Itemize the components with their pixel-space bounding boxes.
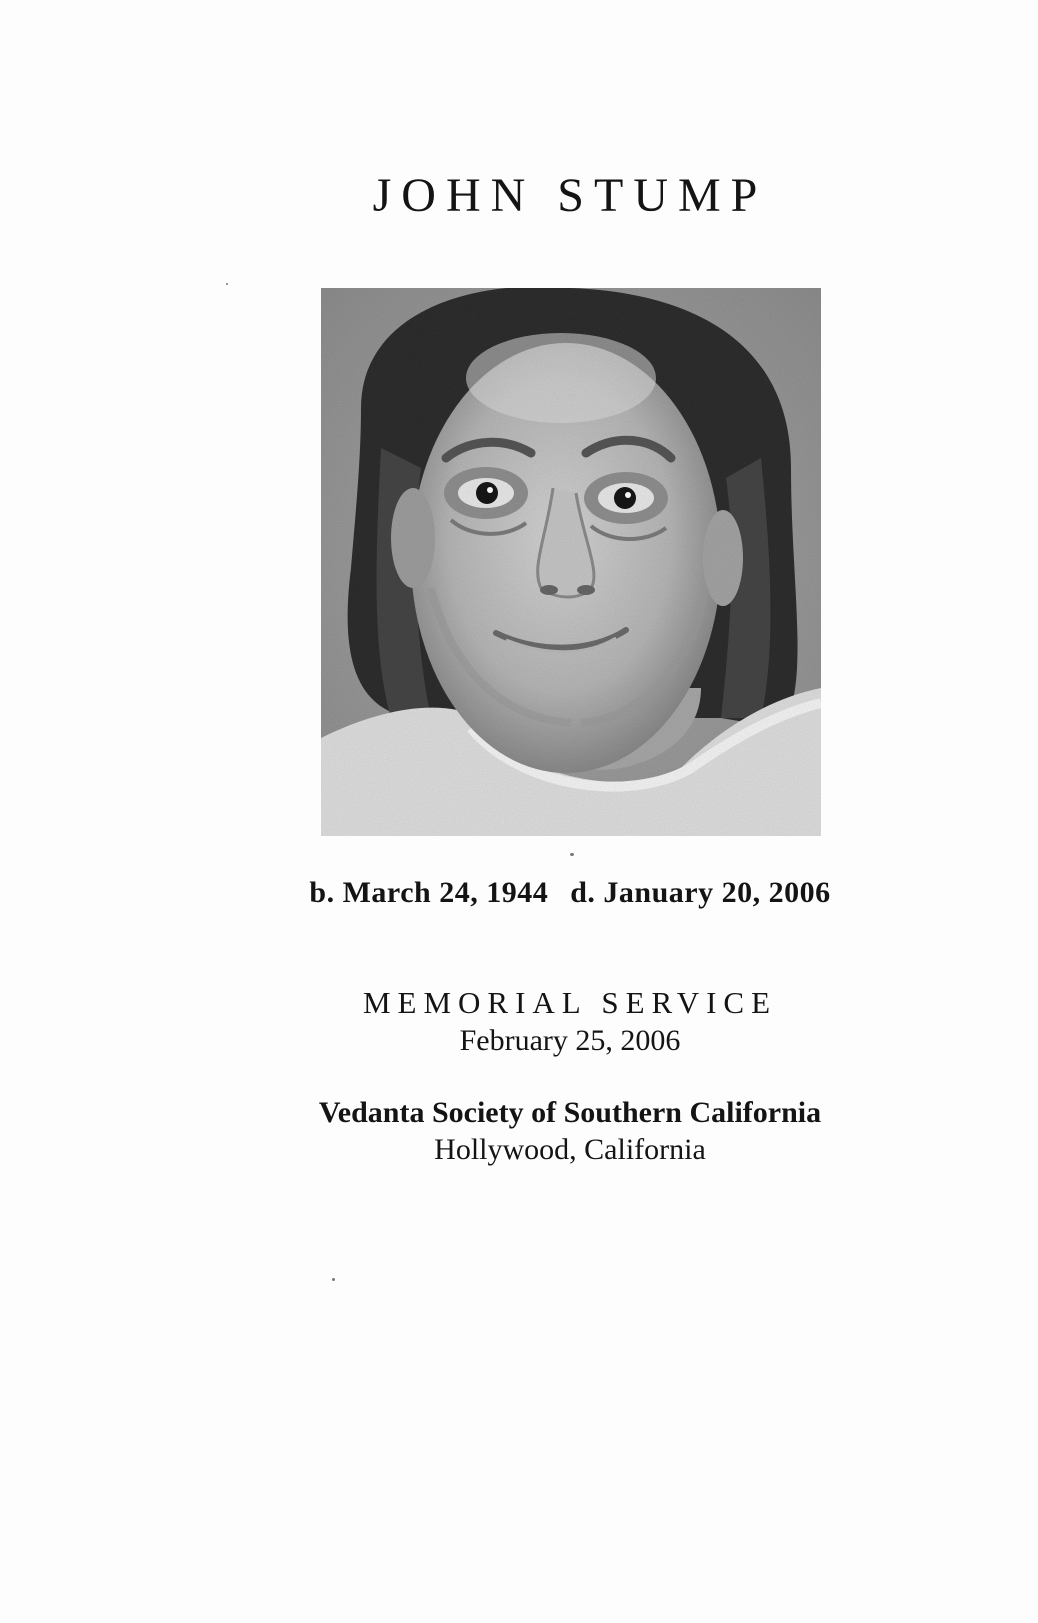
death-date: d. January 20, 2006	[570, 876, 831, 909]
venue-name: Vedanta Society of Southern California	[318, 1096, 822, 1129]
scan-speck	[332, 1278, 335, 1281]
deceased-name: JOHN STUMP	[372, 169, 768, 222]
service-title: MEMORIAL SERVICE	[362, 985, 778, 1020]
scan-speck	[570, 853, 574, 856]
life-dates	[300, 876, 840, 910]
scan-speck	[226, 283, 228, 285]
portrait-photo-icon	[321, 288, 821, 836]
service-date: February 25, 2006	[459, 1024, 681, 1057]
birth-date: b. March 24, 1944	[309, 876, 549, 909]
venue-city: Hollywood, California	[434, 1133, 706, 1166]
portrait-photo	[321, 288, 821, 836]
